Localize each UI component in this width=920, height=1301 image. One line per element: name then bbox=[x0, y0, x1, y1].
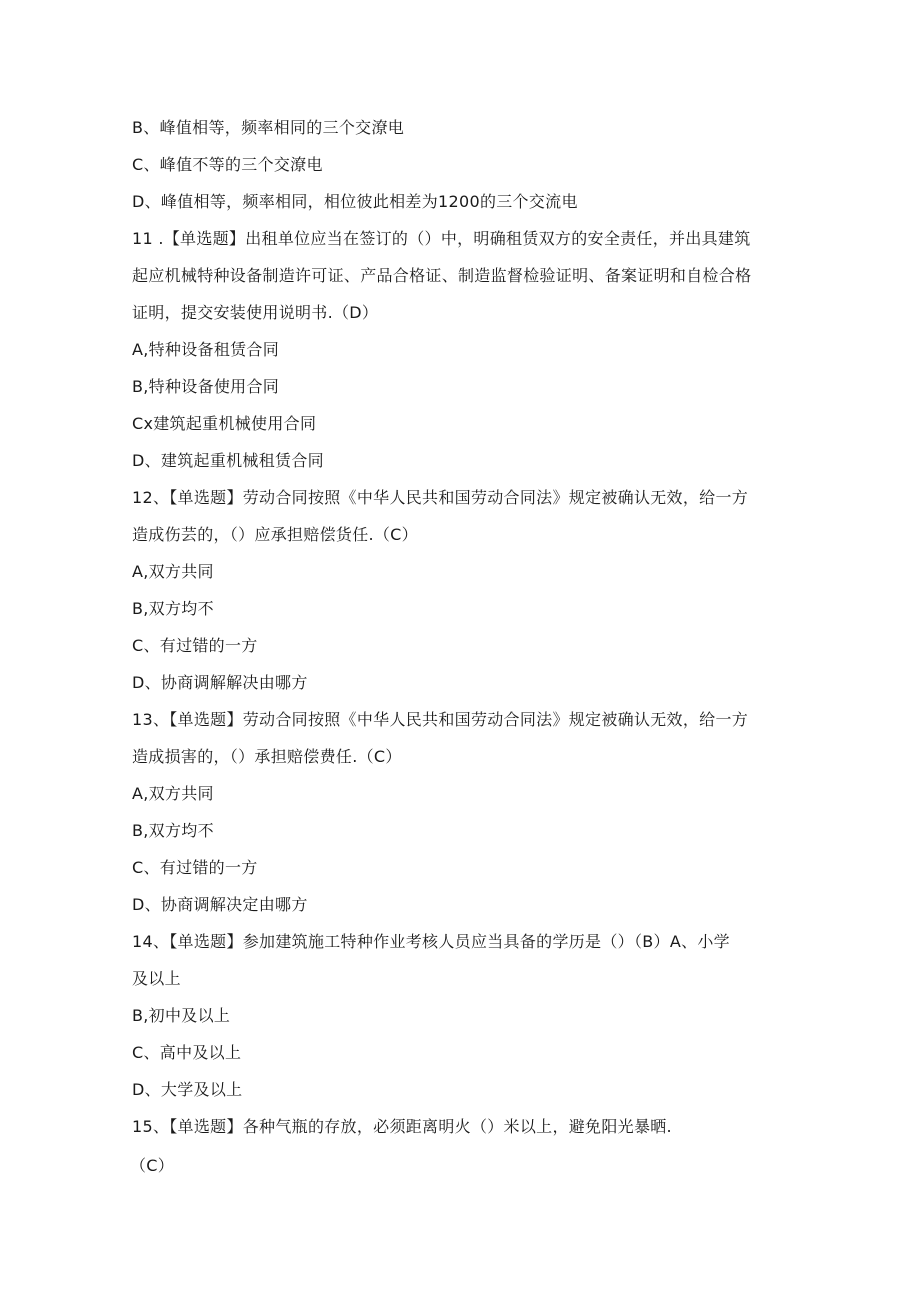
question-13-line-2: 造成损害的，（）承担赔偿费任.（C） bbox=[132, 747, 402, 766]
question-14-line-2: 及以上 bbox=[132, 969, 181, 988]
question-11-line-1: 11 .【单选题】出租单位应当在签订的（）中，明确租赁双方的安全责任，并出具建筑 bbox=[132, 229, 751, 248]
question-14-line-1: 14、【单选题】参加建筑施工特种作业考核人员应当具备的学历是（）（B）A、小学 bbox=[132, 932, 730, 951]
option-d-q14: D、大学及以上 bbox=[132, 1080, 243, 1099]
question-11-line-2: 起应机械特种设备制造许可证、产品合格证、制造监督检验证明、备案证明和自检合格 bbox=[132, 266, 752, 285]
option-c-q13: C、有过错的一方 bbox=[132, 858, 258, 877]
question-12-line-2: 造成伤芸的，（）应承担赔偿货任.（C） bbox=[132, 525, 418, 544]
option-d-q11: D、建筑起重机械租赁合同 bbox=[132, 451, 324, 470]
option-d-q12: D、协商调解解决由哪方 bbox=[132, 673, 308, 692]
question-13-line-1: 13、【单选题】劳动合同按照《中华人民共和国劳动合同法》规定被确认无效，给一方 bbox=[132, 710, 749, 729]
option-a-q11: A,特种设备租赁合同 bbox=[132, 340, 280, 359]
option-a-q13: A,双方共同 bbox=[132, 784, 214, 803]
option-c-q12: C、有过错的一方 bbox=[132, 636, 258, 655]
question-15-line-1: 15、【单选题】各种气瓶的存放，必须距离明火（）米以上，避免阳光暴晒. bbox=[132, 1117, 672, 1136]
option-b-q10: B、峰值相等，频率相同的三个交潦电 bbox=[132, 118, 405, 137]
question-12-line-1: 12、【单选题】劳动合同按照《中华人民共和国劳动合同法》规定被确认无效，给一方 bbox=[132, 488, 749, 507]
option-d-q10: D、峰值相等，频率相同，相位彼此相差为1200的三个交流电 bbox=[132, 192, 578, 211]
option-c-q11: Cx建筑起重机械使用合同 bbox=[132, 414, 317, 433]
option-b-q13: B,双方均不 bbox=[132, 821, 214, 840]
option-b-q12: B,双方均不 bbox=[132, 599, 214, 618]
question-15-answer: （C） bbox=[130, 1156, 175, 1175]
option-c-q10: C、峰值不等的三个交潦电 bbox=[132, 155, 323, 174]
option-b-q11: B,特种设备使用合同 bbox=[132, 377, 280, 396]
option-c-q14: C、高中及以上 bbox=[132, 1043, 242, 1062]
option-b-q14: B,初中及以上 bbox=[132, 1006, 231, 1025]
question-11-line-3: 证明，提交安装使用说明书.（D） bbox=[132, 303, 379, 322]
option-a-q12: A,双方共同 bbox=[132, 562, 214, 581]
option-d-q13: D、协商调解决定由哪方 bbox=[132, 895, 308, 914]
